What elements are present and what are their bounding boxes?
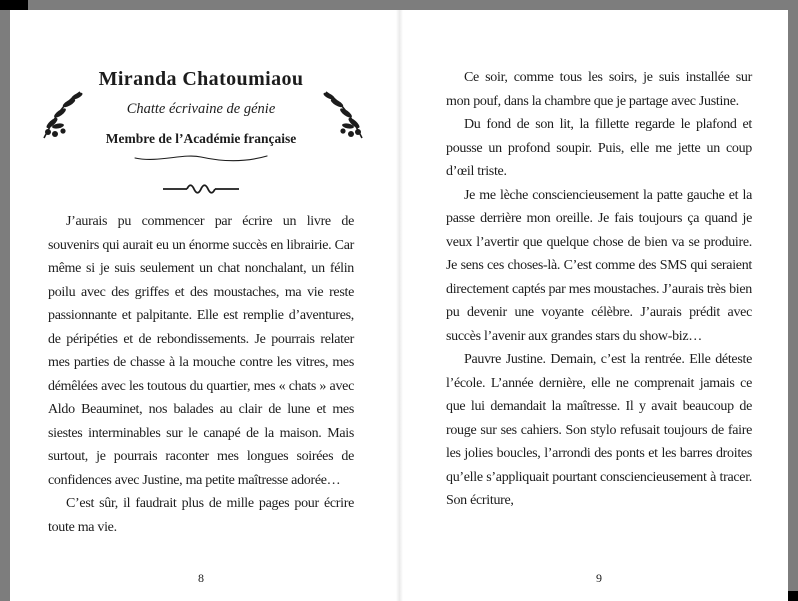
page-number-right: 9 [596,571,602,585]
affiliation-flourish-icon [48,149,354,167]
paragraph: Ce soir, comme tous les soirs, je suis installée sur mon pouf, dans la chambre que je partage avec Justine. [446,70,752,109]
paragraph: Je me lèche consciencieusement la patte gauche et la passe derrière mon oreille. Je fais toujours ça quand je veux l’avertir que quelque chose de bien va se produire. Je sens ces choses-là. C’est comme des SMS qui seraient directement captés par mes moustaches. J’aurais très bien pu devenir une voyante célèbre. J’aurais prédit avec succès l’avenir aux grandes stars du show-biz… [446,187,752,344]
right-page-body [446,66,752,513]
squiggle-divider-icon [48,180,354,198]
author-subtitle: Chatte écrivaine de génie [126,101,276,117]
paragraph: Du fond de son lit, la fillette regarde le plafond et pousse un profond soupir. Puis, elle me jette un coup d’œil triste. [446,117,752,179]
screen-corner-top-left [0,0,28,10]
left-page-body [48,210,354,539]
page-left [10,10,399,601]
viewer-frame-right [788,0,798,601]
author-title: Miranda Chatoumiaou [98,68,304,90]
page-number-left: 8 [198,571,204,585]
paragraph: Pauvre Justine. Demain, c’est la rentrée. Elle déteste l’école. L’année dernière, elle ne comprenait jamais ce que lui demandait la maîtresse. Il y avait beaucoup de rouge sur ses cahiers. Son stylo refusait toujours de faire les jolies boucles, l’arrondi des ponts et les barres droites qu’elle s’appliquait pourtant consciencieusement à tracer. Son écriture, [446,352,752,508]
author-affiliation: Membre de l’Académie française [105,131,297,146]
paragraph: J’aurais pu commencer par écrire un livre de souvenirs qui aurait eu un énorme succès en librairie. Car même si je suis seulement un chat nonchalant, un félin poilu avec des griffes et des moustaches, ma vie reste passionnante et palpitante. Elle est remplie d’aventures, de péripéties et de rebondissements. Je pourrais relater mes parties de chasse à la mouche contre les vitres, mes démêlées avec les toutous du quartier, mes « chats » avec Aldo Beauminet, nos balades au clair de lune et mes siestes interminables sur le canapé de la maison. Mais surtout, je pourrais raconter mes longues soirées de confidences avec Justine, ma petite maîtresse adorée… [48,214,354,488]
viewer-frame-top [0,0,798,10]
screen-corner-bottom-right [788,591,798,601]
paragraph: C’est sûr, il faudrait plus de mille pages pour écrire toute ma vie. [48,496,354,535]
viewer-frame-left [0,0,10,601]
page-right [403,10,788,601]
